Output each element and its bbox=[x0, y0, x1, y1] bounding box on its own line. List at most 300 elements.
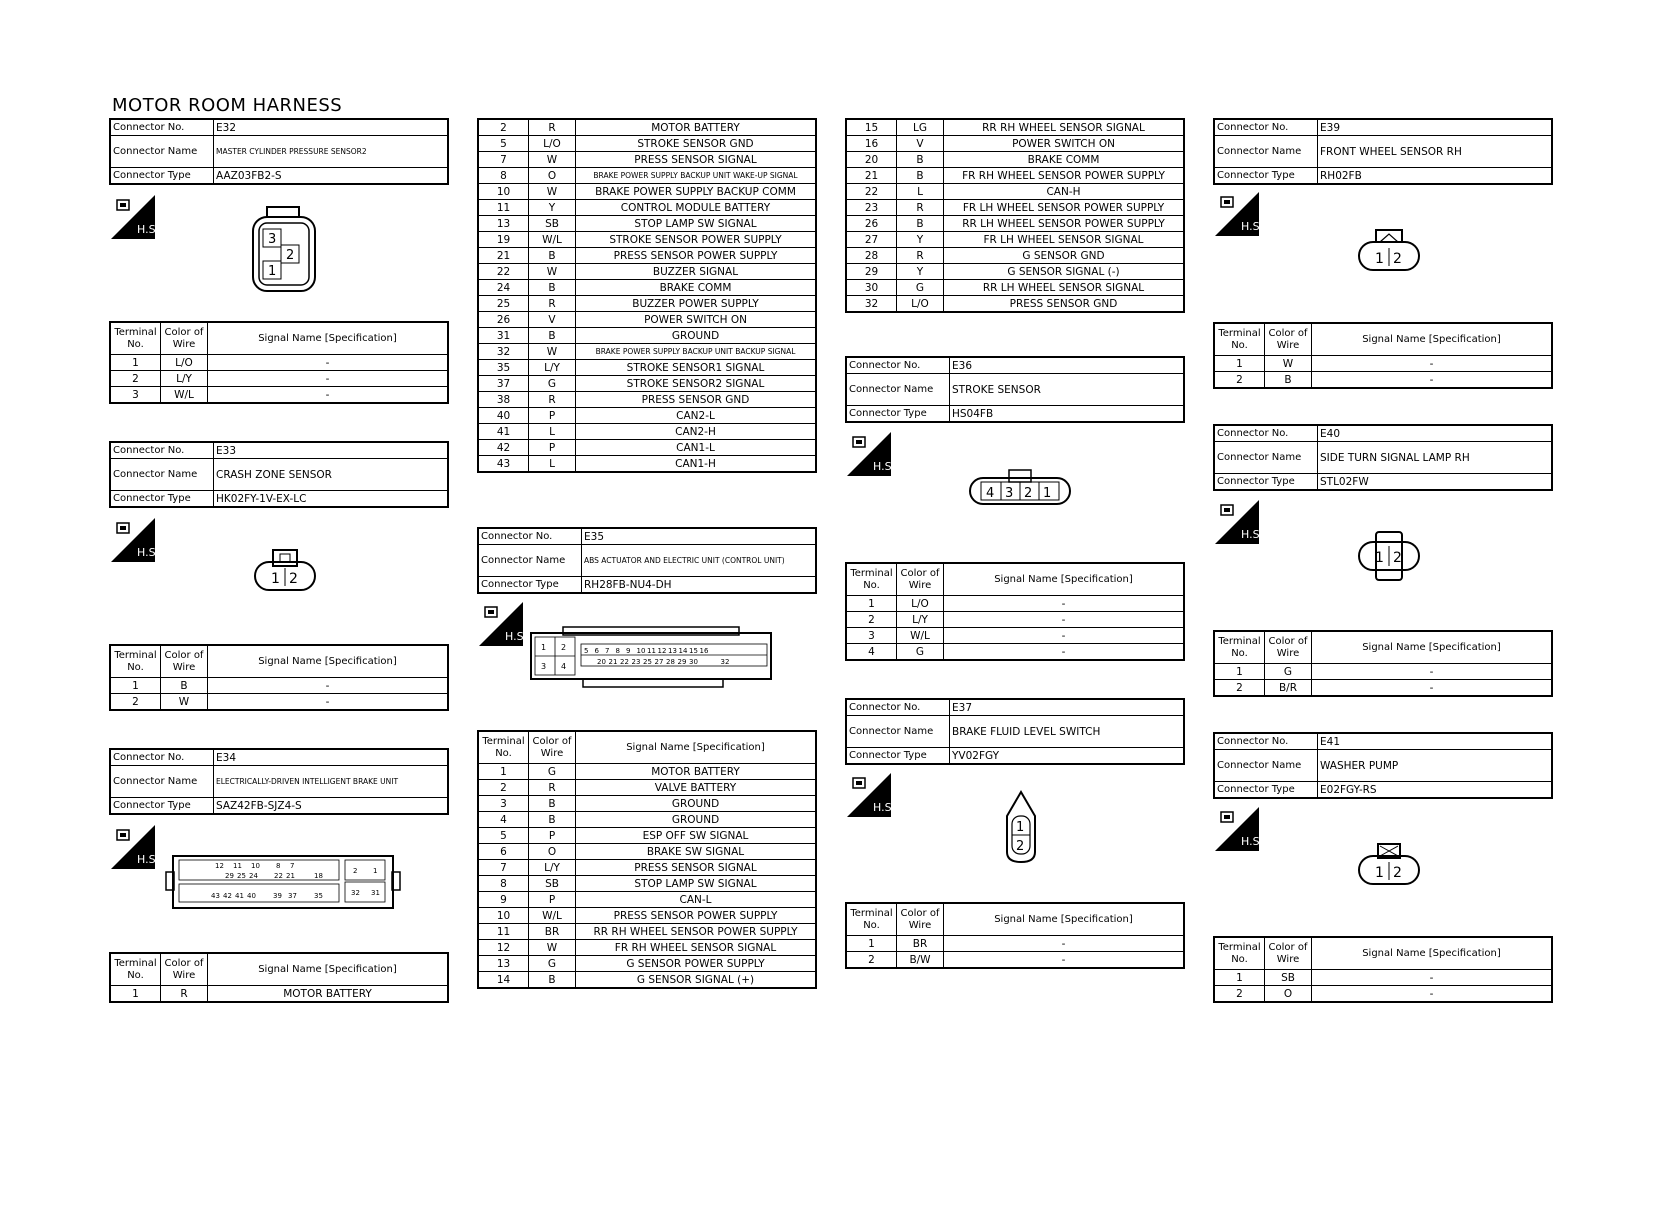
hs-label: H.S. bbox=[1241, 528, 1264, 541]
color-cell: B bbox=[529, 796, 576, 812]
e34-pin-table bbox=[109, 952, 449, 1003]
table-row bbox=[846, 200, 1184, 216]
e35-connector-diagram bbox=[527, 625, 777, 691]
color-cell: P bbox=[529, 440, 576, 456]
label-conn-name: Connector Name bbox=[1214, 442, 1318, 474]
signal-cell: BRAKE COMM bbox=[576, 280, 817, 296]
color-cell: B/W bbox=[897, 952, 944, 969]
color-cell: W bbox=[529, 264, 576, 280]
e36-conn-name: STROKE SENSOR bbox=[950, 374, 1185, 406]
e34-connector-diagram bbox=[163, 852, 403, 912]
table-row bbox=[478, 216, 816, 232]
e35-conn-name: ABS ACTUATOR AND ELECTRIC UNIT (CONTROL UNIT) bbox=[582, 545, 817, 577]
signal-cell: PRESS SENSOR POWER SUPPLY bbox=[576, 248, 817, 264]
hs-icon bbox=[1215, 192, 1264, 236]
signal-cell: FR RH WHEEL SENSOR POWER SUPPLY bbox=[944, 168, 1185, 184]
signal-cell: BRAKE POWER SUPPLY BACKUP UNIT BACKUP SIGNAL bbox=[576, 344, 817, 360]
label-conn-no: Connector No. bbox=[110, 119, 214, 136]
terminal-cell: 2 bbox=[110, 694, 161, 711]
hs-icon bbox=[1215, 500, 1264, 544]
terminal-cell: 43 bbox=[478, 456, 529, 473]
e35-pin: 2 bbox=[561, 643, 567, 652]
e40-conn-type: STL02FW bbox=[1318, 474, 1553, 491]
e39-conn-type: RH02FB bbox=[1318, 168, 1553, 185]
table-row bbox=[478, 200, 816, 216]
signal-cell: STOP LAMP SW SIGNAL bbox=[576, 216, 817, 232]
page-title: MOTOR ROOM HARNESS bbox=[112, 95, 343, 116]
e35-pin: 12 bbox=[657, 647, 667, 655]
label-conn-type: Connector Type bbox=[478, 577, 582, 594]
label-conn-name: Connector Name bbox=[1214, 136, 1318, 168]
hs-icon bbox=[111, 518, 160, 562]
color-cell: G bbox=[529, 764, 576, 780]
table-row bbox=[478, 408, 816, 424]
terminal-cell: 7 bbox=[478, 152, 529, 168]
e41-conn-type: E02FGY-RS bbox=[1318, 782, 1553, 799]
terminal-cell: 1 bbox=[1214, 664, 1265, 680]
table-row bbox=[478, 972, 816, 989]
signal-cell: - bbox=[1312, 372, 1553, 389]
label-conn-name: Connector Name bbox=[110, 459, 214, 491]
table-row bbox=[846, 628, 1184, 644]
e34-pin: 22 bbox=[274, 872, 283, 880]
e36-pin: 2 bbox=[1024, 486, 1033, 501]
label-conn-name: Connector Name bbox=[478, 545, 582, 577]
color-cell: B bbox=[1265, 372, 1312, 389]
table-row bbox=[478, 812, 816, 828]
e40-conn-name: SIDE TURN SIGNAL LAMP RH bbox=[1318, 442, 1553, 474]
signal-cell: ESP OFF SW SIGNAL bbox=[576, 828, 817, 844]
e35-pin: 30 bbox=[689, 658, 698, 666]
e34-conn-type: SAZ42FB-SJZ4-S bbox=[214, 798, 449, 815]
label-conn-type: Connector Type bbox=[1214, 474, 1318, 491]
terminal-cell: 35 bbox=[478, 360, 529, 376]
color-cell: B bbox=[529, 248, 576, 264]
table-row bbox=[110, 371, 448, 387]
terminal-cell: 11 bbox=[478, 924, 529, 940]
e35-pin: 32 bbox=[720, 658, 730, 666]
terminal-cell: 25 bbox=[478, 296, 529, 312]
signal-cell: - bbox=[208, 371, 449, 387]
e34-pins-block bbox=[109, 952, 449, 1003]
signal-cell: - bbox=[1312, 680, 1553, 697]
signal-cell: CAN1-H bbox=[576, 456, 817, 473]
table-row bbox=[478, 312, 816, 328]
terminal-cell: 31 bbox=[478, 328, 529, 344]
signal-cell: - bbox=[208, 678, 449, 694]
label-conn-no: Connector No. bbox=[846, 357, 950, 374]
e34-pin: 24 bbox=[249, 872, 258, 880]
terminal-cell: 2 bbox=[846, 612, 897, 628]
color-cell: L/O bbox=[529, 136, 576, 152]
header-signal-name: Signal Name [Specification] bbox=[1312, 937, 1553, 970]
e37-pin: 2 bbox=[1016, 839, 1025, 854]
color-cell: O bbox=[529, 168, 576, 184]
hs-label: H.S. bbox=[137, 546, 160, 559]
hs-label: H.S. bbox=[873, 460, 896, 473]
signal-cell: RR LH WHEEL SENSOR POWER SUPPLY bbox=[944, 216, 1185, 232]
color-cell: W/L bbox=[529, 908, 576, 924]
e32-conn-name: MASTER CYLINDER PRESSURE SENSOR2 bbox=[214, 136, 449, 168]
terminal-cell: 2 bbox=[1214, 680, 1265, 697]
table-row bbox=[478, 456, 816, 473]
terminal-cell: 26 bbox=[478, 312, 529, 328]
hs-icon bbox=[847, 773, 896, 817]
signal-cell: PRESS SENSOR SIGNAL bbox=[576, 860, 817, 876]
e34-pin: 8 bbox=[276, 862, 281, 870]
hs-label: H.S. bbox=[505, 630, 528, 643]
table-row bbox=[846, 596, 1184, 612]
color-cell: R bbox=[897, 200, 944, 216]
hs-icon bbox=[479, 602, 528, 646]
signal-cell: GROUND bbox=[576, 812, 817, 828]
label-conn-no: Connector No. bbox=[1214, 425, 1318, 442]
e41-pin: 1 bbox=[1375, 865, 1384, 881]
signal-cell: BUZZER SIGNAL bbox=[576, 264, 817, 280]
color-cell: SB bbox=[1265, 970, 1312, 986]
table-row bbox=[478, 248, 816, 264]
e39-connector-diagram bbox=[1356, 226, 1422, 274]
e35-pin: 16 bbox=[699, 647, 709, 655]
hs-icon bbox=[847, 432, 896, 476]
e40-pin-table bbox=[1213, 630, 1553, 697]
signal-cell: STROKE SENSOR GND bbox=[576, 136, 817, 152]
signal-cell: - bbox=[944, 628, 1185, 644]
e41-pin-table bbox=[1213, 936, 1553, 1003]
header-terminal-no: Terminal No. bbox=[1214, 937, 1265, 970]
e41-pin: 2 bbox=[1393, 865, 1402, 881]
e33-pin: 1 bbox=[271, 571, 280, 587]
e35-pin: 1 bbox=[541, 643, 547, 652]
signal-cell: POWER SWITCH ON bbox=[944, 136, 1185, 152]
color-cell: R bbox=[529, 392, 576, 408]
e34-pin: 42 bbox=[223, 892, 232, 900]
terminal-cell: 4 bbox=[846, 644, 897, 661]
e37-info-table bbox=[845, 698, 1185, 765]
e36-pin: 3 bbox=[1005, 486, 1014, 501]
e34-pin: 10 bbox=[251, 862, 260, 870]
signal-cell: GROUND bbox=[576, 328, 817, 344]
e36-info-block bbox=[845, 356, 1185, 423]
terminal-cell: 10 bbox=[478, 184, 529, 200]
header-terminal-no: Terminal No. bbox=[1214, 631, 1265, 664]
terminal-cell: 2 bbox=[1214, 372, 1265, 389]
e35-pin: 28 bbox=[666, 658, 675, 666]
e35-pin: 14 bbox=[678, 647, 688, 655]
signal-cell: - bbox=[944, 596, 1185, 612]
terminal-cell: 2 bbox=[478, 119, 529, 136]
e37-pin-table bbox=[845, 902, 1185, 969]
signal-cell: G SENSOR SIGNAL (-) bbox=[944, 264, 1185, 280]
e32-info-table bbox=[109, 118, 449, 185]
e32-pin: 3 bbox=[268, 232, 277, 247]
terminal-cell: 15 bbox=[846, 119, 897, 136]
signal-cell: - bbox=[208, 387, 449, 404]
e35-continued-table bbox=[845, 118, 1185, 313]
e34-pin: 40 bbox=[247, 892, 256, 900]
table-row bbox=[478, 908, 816, 924]
e40-connector-diagram bbox=[1356, 530, 1422, 582]
table-row bbox=[846, 296, 1184, 313]
color-cell: W bbox=[529, 184, 576, 200]
color-cell: V bbox=[529, 312, 576, 328]
e34-pin: 41 bbox=[235, 892, 244, 900]
signal-cell: PRESS SENSOR GND bbox=[944, 296, 1185, 313]
e35-info-block bbox=[477, 527, 817, 594]
terminal-cell: 5 bbox=[478, 136, 529, 152]
label-conn-type: Connector Type bbox=[110, 168, 214, 185]
terminal-cell: 32 bbox=[478, 344, 529, 360]
table-row bbox=[478, 424, 816, 440]
e40-pin: 1 bbox=[1375, 550, 1384, 566]
color-cell: G bbox=[1265, 664, 1312, 680]
e33-conn-name: CRASH ZONE SENSOR bbox=[214, 459, 449, 491]
e34-pin: 39 bbox=[273, 892, 282, 900]
e37-pins-block bbox=[845, 902, 1185, 969]
hs-icon bbox=[1215, 807, 1264, 851]
e33-pin: 2 bbox=[289, 571, 298, 587]
signal-cell: MOTOR BATTERY bbox=[576, 119, 817, 136]
e34-continued-block bbox=[477, 118, 817, 473]
e36-pin: 4 bbox=[986, 486, 995, 501]
color-cell: B bbox=[161, 678, 208, 694]
e34-pin: 11 bbox=[233, 862, 242, 870]
terminal-cell: 1 bbox=[110, 678, 161, 694]
terminal-cell: 2 bbox=[478, 780, 529, 796]
signal-cell: - bbox=[208, 694, 449, 711]
header-signal-name: Signal Name [Specification] bbox=[944, 903, 1185, 936]
label-conn-name: Connector Name bbox=[846, 374, 950, 406]
table-row bbox=[478, 892, 816, 908]
label-conn-name: Connector Name bbox=[110, 766, 214, 798]
hs-label: H.S. bbox=[1241, 835, 1264, 848]
label-conn-no: Connector No. bbox=[1214, 119, 1318, 136]
e35-pin: 4 bbox=[561, 662, 567, 671]
e35-pin: 27 bbox=[654, 658, 664, 666]
color-cell: R bbox=[897, 248, 944, 264]
e40-info-block bbox=[1213, 424, 1553, 491]
header-signal-name: Signal Name [Specification] bbox=[944, 563, 1185, 596]
table-row bbox=[1214, 986, 1552, 1003]
e39-pin-table bbox=[1213, 322, 1553, 389]
table-row bbox=[478, 376, 816, 392]
color-cell: B bbox=[529, 812, 576, 828]
terminal-cell: 22 bbox=[478, 264, 529, 280]
e33-info-block bbox=[109, 441, 449, 508]
e34-pin: 35 bbox=[314, 892, 323, 900]
e35-pin: 3 bbox=[541, 662, 547, 671]
e34-conn-name: ELECTRICALLY-DRIVEN INTELLIGENT BRAKE UNIT bbox=[214, 766, 449, 798]
e40-pin: 2 bbox=[1393, 550, 1402, 566]
signal-cell: FR LH WHEEL SENSOR SIGNAL bbox=[944, 232, 1185, 248]
signal-cell: PRESS SENSOR GND bbox=[576, 392, 817, 408]
e34-pin: 43 bbox=[211, 892, 220, 900]
terminal-cell: 1 bbox=[846, 936, 897, 952]
e41-conn-no: E41 bbox=[1318, 733, 1553, 750]
color-cell: L/Y bbox=[529, 860, 576, 876]
signal-cell: BRAKE COMM bbox=[944, 152, 1185, 168]
e35-pin: 29 bbox=[677, 658, 687, 666]
table-row bbox=[846, 936, 1184, 952]
color-cell: R bbox=[529, 780, 576, 796]
table-row bbox=[478, 280, 816, 296]
e40-info-table bbox=[1213, 424, 1553, 491]
table-row bbox=[478, 780, 816, 796]
signal-cell: CAN-H bbox=[944, 184, 1185, 200]
color-cell: G bbox=[897, 280, 944, 296]
header-color-wire: Color of Wire bbox=[161, 953, 208, 986]
e36-pin-table bbox=[845, 562, 1185, 661]
signal-cell: STROKE SENSOR POWER SUPPLY bbox=[576, 232, 817, 248]
e32-pins-block bbox=[109, 321, 449, 404]
signal-cell: BRAKE POWER SUPPLY BACKUP UNIT WAKE-UP SIGNAL bbox=[576, 168, 817, 184]
terminal-cell: 27 bbox=[846, 232, 897, 248]
e36-conn-no: E36 bbox=[950, 357, 1185, 374]
table-row bbox=[478, 440, 816, 456]
signal-cell: CAN2-H bbox=[576, 424, 817, 440]
header-signal-name: Signal Name [Specification] bbox=[576, 731, 817, 764]
color-cell: W bbox=[1265, 356, 1312, 372]
color-cell: P bbox=[529, 408, 576, 424]
signal-cell: STROKE SENSOR2 SIGNAL bbox=[576, 376, 817, 392]
e36-info-table bbox=[845, 356, 1185, 423]
color-cell: L bbox=[897, 184, 944, 200]
e34-pin: 25 bbox=[237, 872, 246, 880]
terminal-cell: 21 bbox=[478, 248, 529, 264]
table-row bbox=[1214, 680, 1552, 697]
color-cell: L/Y bbox=[161, 371, 208, 387]
e36-pins-block bbox=[845, 562, 1185, 661]
color-cell: R bbox=[529, 119, 576, 136]
terminal-cell: 1 bbox=[1214, 356, 1265, 372]
e41-connector-diagram bbox=[1356, 842, 1422, 888]
signal-cell: - bbox=[944, 644, 1185, 661]
table-row bbox=[478, 119, 816, 136]
e34-pin: 21 bbox=[286, 872, 295, 880]
e32-pin-table bbox=[109, 321, 449, 404]
color-cell: L/O bbox=[897, 596, 944, 612]
table-row bbox=[478, 264, 816, 280]
label-conn-name: Connector Name bbox=[110, 136, 214, 168]
table-row bbox=[846, 612, 1184, 628]
color-cell: B bbox=[529, 280, 576, 296]
header-color-wire: Color of Wire bbox=[161, 645, 208, 678]
terminal-cell: 5 bbox=[478, 828, 529, 844]
hs-label: H.S. bbox=[137, 223, 160, 236]
label-conn-no: Connector No. bbox=[478, 528, 582, 545]
terminal-cell: 20 bbox=[846, 152, 897, 168]
label-conn-no: Connector No. bbox=[1214, 733, 1318, 750]
e32-conn-type: AAZ03FB2-S bbox=[214, 168, 449, 185]
terminal-cell: 4 bbox=[478, 812, 529, 828]
color-cell: W/L bbox=[529, 232, 576, 248]
table-row bbox=[846, 280, 1184, 296]
label-conn-no: Connector No. bbox=[110, 749, 214, 766]
table-row bbox=[478, 860, 816, 876]
terminal-cell: 8 bbox=[478, 168, 529, 184]
signal-cell: MOTOR BATTERY bbox=[208, 986, 449, 1003]
e33-conn-type: HK02FY-1V-EX-LC bbox=[214, 491, 449, 508]
e39-pins-block bbox=[1213, 322, 1553, 389]
color-cell: R bbox=[161, 986, 208, 1003]
e41-conn-name: WASHER PUMP bbox=[1318, 750, 1553, 782]
table-row bbox=[1214, 372, 1552, 389]
color-cell: G bbox=[897, 644, 944, 661]
signal-cell: GROUND bbox=[576, 796, 817, 812]
color-cell: B bbox=[529, 328, 576, 344]
label-conn-name: Connector Name bbox=[846, 716, 950, 748]
terminal-cell: 38 bbox=[478, 392, 529, 408]
e35-conn-no: E35 bbox=[582, 528, 817, 545]
color-cell: Y bbox=[897, 264, 944, 280]
label-conn-type: Connector Type bbox=[110, 798, 214, 815]
header-color-wire: Color of Wire bbox=[897, 563, 944, 596]
color-cell: W bbox=[529, 940, 576, 956]
e34-conn-no: E34 bbox=[214, 749, 449, 766]
e35-pin: 23 bbox=[631, 658, 641, 666]
color-cell: L/Y bbox=[897, 612, 944, 628]
table-row bbox=[478, 360, 816, 376]
e35-continued-block bbox=[845, 118, 1185, 313]
e37-conn-name: BRAKE FLUID LEVEL SWITCH bbox=[950, 716, 1185, 748]
e34-info-table bbox=[109, 748, 449, 815]
terminal-cell: 10 bbox=[478, 908, 529, 924]
e35-pin: 7 bbox=[605, 647, 610, 655]
color-cell: L/Y bbox=[529, 360, 576, 376]
terminal-cell: 29 bbox=[846, 264, 897, 280]
terminal-cell: 2 bbox=[1214, 986, 1265, 1003]
table-row bbox=[110, 694, 448, 711]
terminal-cell: 28 bbox=[846, 248, 897, 264]
signal-cell: RR RH WHEEL SENSOR POWER SUPPLY bbox=[576, 924, 817, 940]
e34-pin: 1 bbox=[373, 867, 378, 875]
table-row bbox=[846, 168, 1184, 184]
signal-cell: - bbox=[1312, 356, 1553, 372]
column-1 bbox=[109, 118, 449, 185]
signal-cell: POWER SWITCH ON bbox=[576, 312, 817, 328]
signal-cell: BRAKE POWER SUPPLY BACKUP COMM bbox=[576, 184, 817, 200]
table-row bbox=[478, 184, 816, 200]
header-signal-name: Signal Name [Specification] bbox=[208, 322, 449, 355]
table-row bbox=[478, 940, 816, 956]
e41-pins-block bbox=[1213, 936, 1553, 1003]
e33-pin-table bbox=[109, 644, 449, 711]
color-cell: L bbox=[529, 424, 576, 440]
terminal-cell: 8 bbox=[478, 876, 529, 892]
e34-pin: 31 bbox=[371, 889, 380, 897]
header-signal-name: Signal Name [Specification] bbox=[208, 953, 449, 986]
color-cell: W bbox=[529, 344, 576, 360]
table-row bbox=[846, 248, 1184, 264]
e35-pin: 20 bbox=[597, 658, 606, 666]
e33-conn-no: E33 bbox=[214, 442, 449, 459]
e35-pin: 25 bbox=[643, 658, 652, 666]
signal-cell: CAN-L bbox=[576, 892, 817, 908]
color-cell: V bbox=[897, 136, 944, 152]
hs-label: H.S. bbox=[873, 801, 896, 814]
e35-pin: 15 bbox=[689, 647, 698, 655]
header-color-wire: Color of Wire bbox=[161, 322, 208, 355]
color-cell: B bbox=[897, 168, 944, 184]
terminal-cell: 13 bbox=[478, 216, 529, 232]
table-row bbox=[110, 678, 448, 694]
table-row bbox=[478, 764, 816, 780]
terminal-cell: 24 bbox=[478, 280, 529, 296]
table-row bbox=[110, 387, 448, 404]
signal-cell: PRESS SENSOR POWER SUPPLY bbox=[576, 908, 817, 924]
table-row bbox=[1214, 356, 1552, 372]
signal-cell: - bbox=[944, 936, 1185, 952]
